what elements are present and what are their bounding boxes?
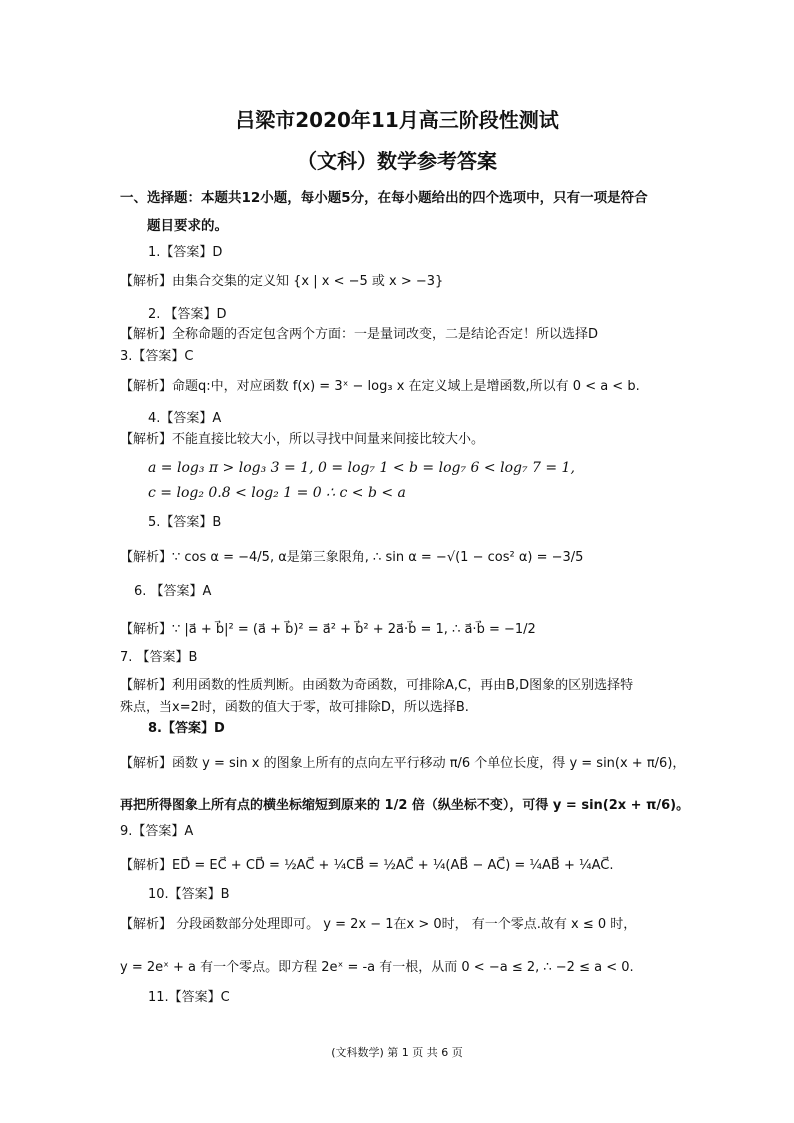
q8-answer: 8.【答案】D	[148, 721, 225, 736]
q9-answer: 9.【答案】A	[120, 824, 194, 839]
q10-answer: 10.【答案】B	[148, 887, 230, 902]
q6-explanation: 【解析】∵ |a⃗ + b⃗|² = (a⃗ + b⃗)² = a⃗² + b⃗² + 2a⃗·b⃗ = 1, ∴ a⃗·b⃗ = −1/2	[120, 622, 536, 637]
page-footer: (文科数学) 第 1 页 共 6 页	[331, 1046, 463, 1059]
section-heading: 一、选择题：本题共12小题，每小题5分，在每小题给出的四个选项中，只有一项是符合	[120, 190, 648, 206]
page-title: 吕梁市2020年11月高三阶段性测试	[235, 108, 559, 132]
q8-explanation-2: 再把所得图象上所有点的横坐标缩短到原来的 1/2 倍（纵坐标不变），可得 y = sin(2x + π/6)。	[120, 798, 690, 813]
q7-explanation-2: 殊点，当x=2时，函数的值大于零，故可排除D，所以选择B.	[120, 700, 469, 715]
q4-formula-2: c = log₂ 0.8 < log₂ 1 = 0 ∴ c < b < a	[148, 485, 406, 501]
q8-explanation-1: 【解析】函数 y = sin x 的图象上所有的点向左平行移动 π/6 个单位长度，得 y = sin(x + π/6)，	[120, 756, 686, 771]
q11-answer: 11.【答案】C	[148, 990, 230, 1005]
q4-answer: 4.【答案】A	[148, 411, 222, 426]
q5-answer: 5.【答案】B	[148, 515, 222, 530]
q4-explanation: 【解析】不能直接比较大小，所以寻找中间量来间接比较大小。	[120, 432, 485, 447]
q3-answer: 3.【答案】C	[120, 349, 194, 364]
q5-explanation: 【解析】∵ cos α = −4/5, α是第三象限角, ∴ sin α = −√(1 − cos² α) = −3/5	[120, 550, 584, 565]
q7-explanation-1: 【解析】利用函数的性质判断。由函数为奇函数，可排除A,C，再由B,D图象的区别选择特	[120, 678, 634, 693]
q1-answer: 1.【答案】D	[148, 245, 223, 260]
section-heading-cont: 题目要求的。	[147, 218, 228, 234]
q9-explanation: 【解析】ED⃗ = EC⃗ + CD⃗ = ½AC⃗ + ¼CB⃗ = ½AC⃗ + ¼(AB⃗ − AC⃗) = ¼AB⃗ + ¼AC⃗.	[120, 858, 614, 873]
q2-answer: 2. 【答案】D	[148, 307, 227, 322]
q10-explanation-2: y = 2eˣ + a 有一个零点。即方程 2eˣ = -a 有一根，从而 0 < −a ≤ 2, ∴ −2 ≤ a < 0.	[120, 960, 634, 975]
q2-explanation: 【解析】全称命题的否定包含两个方面：一是量词改变，二是结论否定！所以选择D	[120, 327, 599, 342]
q6-answer: 6. 【答案】A	[134, 584, 212, 599]
q10-explanation-1: 【解析】 分段函数部分处理即可。 y = 2x − 1在x > 0时， 有一个零点.故有 x ≤ 0 时，	[120, 917, 637, 932]
q4-formula-1: a = log₃ π > log₃ 3 = 1, 0 = log₇ 1 < b = log₇ 6 < log₇ 7 = 1,	[148, 460, 575, 476]
page-subtitle: （文科）数学参考答案	[297, 149, 497, 173]
q3-explanation: 【解析】命题q:中，对应函数 f(x) = 3ˣ − log₃ x 在定义域上是增函数,所以有 0 < a < b.	[120, 379, 640, 394]
q7-answer: 7. 【答案】B	[120, 650, 198, 665]
q1-explanation: 【解析】由集合交集的定义知 {x | x < −5 或 x > −3}	[120, 274, 444, 289]
